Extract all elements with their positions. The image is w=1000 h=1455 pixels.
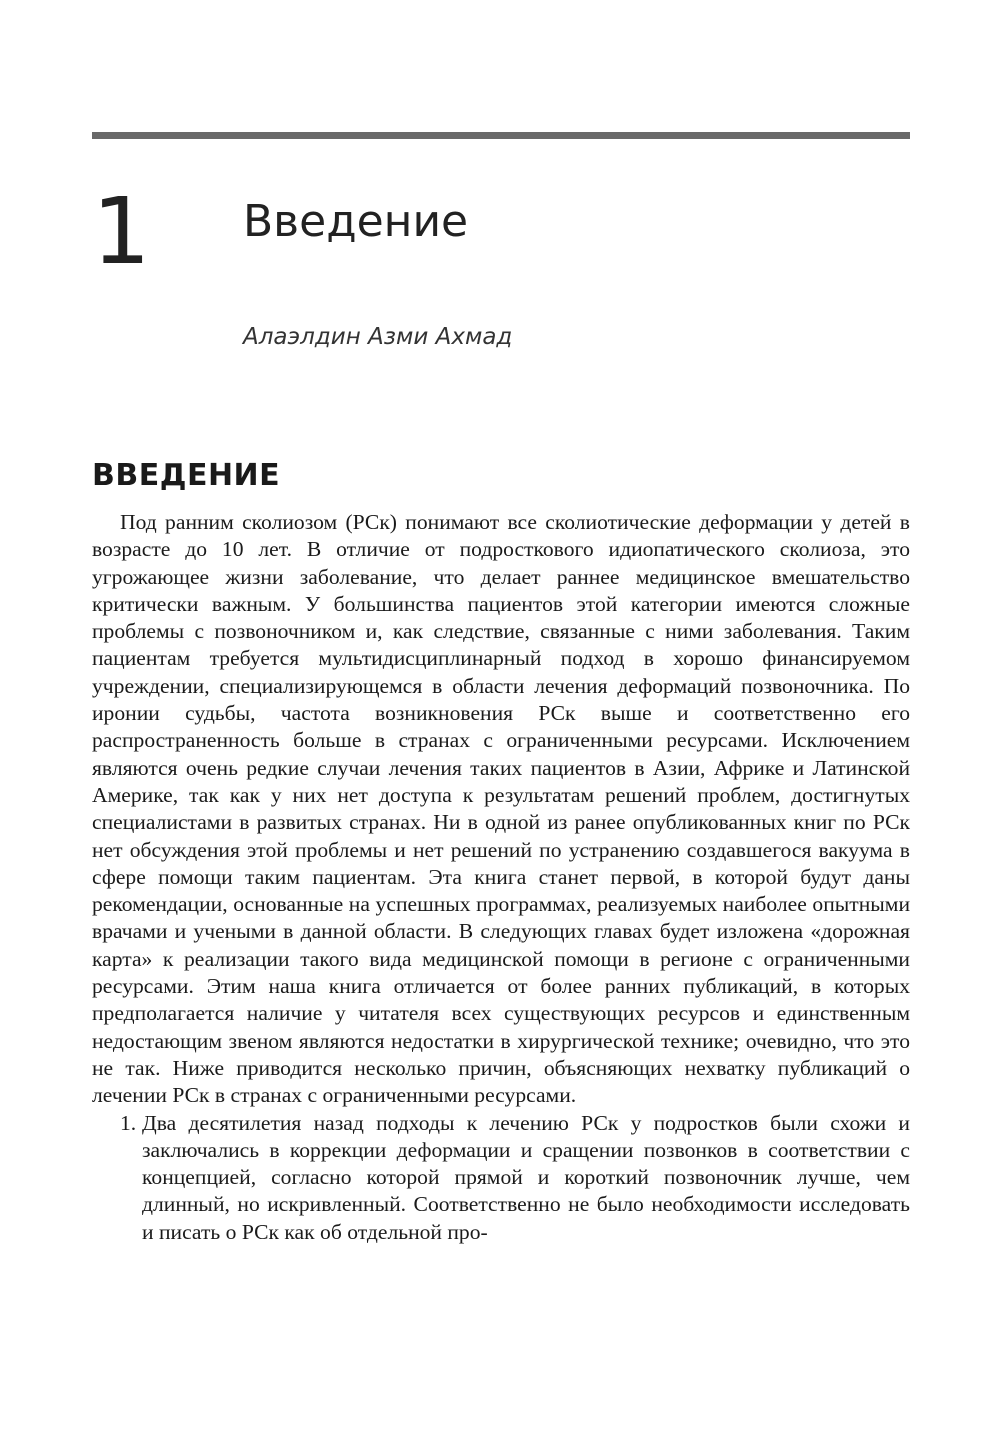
- body-text: [92, 509, 910, 1246]
- list-item: [92, 1110, 910, 1246]
- list-item-number: 1.: [120, 1110, 137, 1135]
- list-item-text: Два десятилетия назад подходы к лечению РСк у подростков были схожи и заключались в коррекции деформации и сращении позвонков в соответствии с концепцией, согласно которой прямой и короткий позвоночник лучше, чем длинный, но искривленный. Соответственно не было необходимости исследовать и писать о РСк как об отдельной про-: [142, 1110, 910, 1244]
- chapter-author: Алаэлдин Азми Ахмад: [243, 324, 513, 350]
- chapter-number: 1: [92, 178, 149, 285]
- chapter-top-rule: [92, 132, 910, 139]
- section-heading: ВВЕДЕНИЕ: [92, 458, 281, 493]
- reasons-list: [92, 1110, 910, 1246]
- chapter-title: Введение: [243, 196, 469, 247]
- intro-paragraph: Под ранним сколиозом (РСк) понимают все сколиотические деформации у детей в возрасте до 10 лет. В отличие от подросткового идиопатического сколиоза, это угрожающее жизни заболевание, что делает раннее медицинское вмешательство критически важным. У большинства пациентов этой категории имеются сложные проблемы с позвоночником и, как следствие, связанные с ними заболевания. Таким пациентам требуется мультидисциплинарный подход в хорошо финансируемом учреждении, специализирующемся в области лечения деформаций позвоночника. По иронии судьбы, частота возникновения РСк выше и соответственно его распространенность больше в странах с ограниченными ресурсами. Исключением являются очень редкие случаи лечения таких пациентов в Азии, Африке и Латинской Америке, так как у них нет доступа к результатам решений проблем, достигнутых специалистами в развитых странах. Ни в одной из ранее опубликованных книг по РСк нет обсуждения этой проблемы и нет решений по устранению создавшегося вакуума в сфере помощи таким пациентам. Эта книга станет первой, в которой будут даны рекомендации, основанные на успешных программах, реализуемых наиболее опытными врачами и учеными в данной области. В следующих главах будет изложена «дорожная карта» к реализации такого вида медицинской помощи в регионе с ограниченными ресурсами. Этим наша книга отличается от более ранних публикаций, в которых предполагается наличие у читателя всех существующих ресурсов и единственным недостающим звеном являются недостатки в хирургической технике; очевидно, что это не так. Ниже приводится несколько причин, объясняющих нехватку публикаций о лечении РСк в странах с ограниченными ресурсами.: [92, 510, 910, 1108]
